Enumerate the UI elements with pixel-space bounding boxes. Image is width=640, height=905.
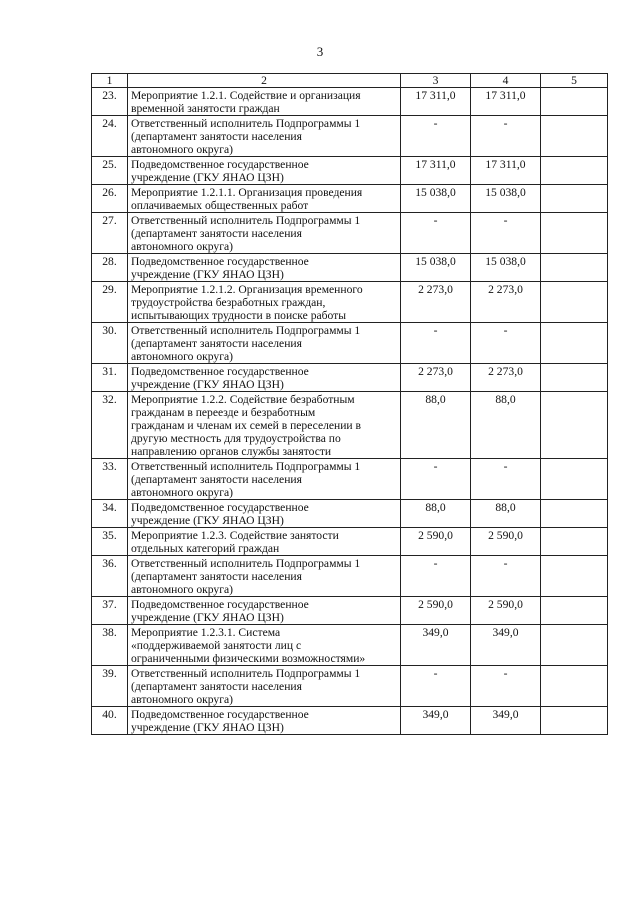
table-row	[92, 666, 608, 707]
table-row	[92, 625, 608, 666]
row-description	[128, 666, 401, 707]
value-col-4: 2 273,0	[471, 282, 541, 323]
column-header: 3	[401, 74, 471, 88]
value-col-3: 2 273,0	[401, 282, 471, 323]
row-description	[128, 500, 401, 528]
value-col-5	[541, 392, 608, 459]
value-col-4: -	[471, 666, 541, 707]
row-number: 36.	[92, 556, 128, 597]
value-col-5	[541, 88, 608, 116]
description-line: автономного округа)	[131, 693, 233, 706]
value-col-4: 88,0	[471, 500, 541, 528]
description-line: Подведомственное государственное	[131, 158, 309, 171]
row-description	[128, 88, 401, 116]
value-col-4: -	[471, 116, 541, 157]
table-row	[92, 323, 608, 364]
table-row	[92, 528, 608, 556]
table-row	[92, 282, 608, 323]
value-col-5	[541, 157, 608, 185]
row-number: 30.	[92, 323, 128, 364]
value-col-3: 88,0	[401, 392, 471, 459]
description-line: (департамент занятости населения	[131, 473, 302, 486]
description-line: автономного округа)	[131, 240, 233, 253]
description-line: автономного округа)	[131, 350, 233, 363]
description-line: автономного округа)	[131, 583, 233, 596]
description-line: временной занятости граждан	[131, 102, 280, 115]
table-row	[92, 707, 608, 735]
value-col-5	[541, 625, 608, 666]
description-line: Подведомственное государственное	[131, 501, 309, 514]
description-line: (департамент занятости населения	[131, 680, 302, 693]
value-col-5	[541, 528, 608, 556]
value-col-3: -	[401, 666, 471, 707]
row-description	[128, 323, 401, 364]
row-number: 32.	[92, 392, 128, 459]
value-col-5	[541, 282, 608, 323]
description-line: Ответственный исполнитель Подпрограммы 1	[131, 214, 361, 227]
description-line: Мероприятие 1.2.1.2. Организация временного	[131, 283, 363, 296]
description-line: трудоустройства безработных граждан,	[131, 296, 326, 309]
table-row	[92, 116, 608, 157]
description-line: Мероприятие 1.2.3.1. Система	[131, 626, 281, 639]
description-line: Ответственный исполнитель Подпрограммы 1	[131, 460, 361, 473]
description-line: (департамент занятости населения	[131, 227, 302, 240]
description-line: отдельных категорий граждан	[131, 542, 280, 555]
description-line: Подведомственное государственное	[131, 598, 309, 611]
row-description	[128, 528, 401, 556]
description-line: испытывающих трудности в поиске работы	[131, 309, 347, 322]
description-line: учреждение (ГКУ ЯНАО ЦЗН)	[131, 268, 284, 281]
table-row	[92, 500, 608, 528]
table-row	[92, 88, 608, 116]
row-number: 33.	[92, 459, 128, 500]
value-col-4: 349,0	[471, 707, 541, 735]
row-number: 28.	[92, 254, 128, 282]
value-col-3: -	[401, 213, 471, 254]
description-line: автономного округа)	[131, 486, 233, 499]
row-description	[128, 597, 401, 625]
value-col-5	[541, 213, 608, 254]
budget-table	[91, 73, 608, 735]
value-col-5	[541, 597, 608, 625]
table-row	[92, 364, 608, 392]
row-number: 26.	[92, 185, 128, 213]
description-line: (департамент занятости населения	[131, 130, 302, 143]
table-row	[92, 254, 608, 282]
row-number: 40.	[92, 707, 128, 735]
description-line: автономного округа)	[131, 143, 233, 156]
value-col-4: 17 311,0	[471, 157, 541, 185]
table-header-row	[92, 74, 608, 88]
value-col-4: 88,0	[471, 392, 541, 459]
table-row	[92, 556, 608, 597]
description-line: «поддерживаемой занятости лиц с	[131, 639, 302, 652]
page-number: 3	[316, 44, 324, 59]
description-line: Подведомственное государственное	[131, 365, 309, 378]
value-col-5	[541, 254, 608, 282]
description-line: гражданам и членам их семей в переселении в	[131, 419, 362, 432]
row-description	[128, 364, 401, 392]
column-header: 1	[92, 74, 128, 88]
row-number: 24.	[92, 116, 128, 157]
row-number: 31.	[92, 364, 128, 392]
value-col-3: 349,0	[401, 707, 471, 735]
value-col-3: -	[401, 323, 471, 364]
value-col-4: 2 273,0	[471, 364, 541, 392]
value-col-4: 17 311,0	[471, 88, 541, 116]
description-line: (департамент занятости населения	[131, 570, 302, 583]
value-col-3: 2 590,0	[401, 528, 471, 556]
value-col-3: -	[401, 556, 471, 597]
table-row	[92, 185, 608, 213]
row-description	[128, 116, 401, 157]
description-line: Ответственный исполнитель Подпрограммы 1	[131, 557, 361, 570]
value-col-4: 2 590,0	[471, 528, 541, 556]
row-description	[128, 707, 401, 735]
row-number: 34.	[92, 500, 128, 528]
column-header: 2	[128, 74, 401, 88]
value-col-3: 17 311,0	[401, 157, 471, 185]
value-col-4: -	[471, 213, 541, 254]
column-header: 5	[541, 74, 608, 88]
value-col-3: 349,0	[401, 625, 471, 666]
value-col-5	[541, 459, 608, 500]
row-number: 23.	[92, 88, 128, 116]
column-header: 4	[471, 74, 541, 88]
value-col-5	[541, 185, 608, 213]
row-description	[128, 282, 401, 323]
value-col-4: 2 590,0	[471, 597, 541, 625]
description-line: учреждение (ГКУ ЯНАО ЦЗН)	[131, 378, 284, 391]
value-col-5	[541, 666, 608, 707]
row-number: 39.	[92, 666, 128, 707]
description-line: другую местность для трудоустройства по	[131, 432, 341, 445]
value-col-3: 2 273,0	[401, 364, 471, 392]
value-col-3: 17 311,0	[401, 88, 471, 116]
value-col-3: 88,0	[401, 500, 471, 528]
value-col-3: -	[401, 459, 471, 500]
row-description	[128, 392, 401, 459]
description-line: учреждение (ГКУ ЯНАО ЦЗН)	[131, 514, 284, 527]
description-line: (департамент занятости населения	[131, 337, 302, 350]
value-col-4: -	[471, 459, 541, 500]
description-line: Ответственный исполнитель Подпрограммы 1	[131, 117, 361, 130]
table-row	[92, 157, 608, 185]
value-col-3: -	[401, 116, 471, 157]
value-col-5	[541, 556, 608, 597]
description-line: оплачиваемых общественных работ	[131, 199, 309, 212]
row-description	[128, 157, 401, 185]
row-description	[128, 556, 401, 597]
row-description	[128, 254, 401, 282]
description-line: Мероприятие 1.2.1.1. Организация проведения	[131, 186, 363, 199]
value-col-5	[541, 323, 608, 364]
value-col-5	[541, 116, 608, 157]
value-col-3: 15 038,0	[401, 254, 471, 282]
row-number: 29.	[92, 282, 128, 323]
description-line: Ответственный исполнитель Подпрограммы 1	[131, 324, 361, 337]
description-line: Подведомственное государственное	[131, 255, 309, 268]
row-description	[128, 459, 401, 500]
description-line: Мероприятие 1.2.1. Содействие и организация	[131, 89, 361, 102]
row-number: 27.	[92, 213, 128, 254]
table-body	[92, 88, 608, 735]
row-description	[128, 185, 401, 213]
value-col-5	[541, 707, 608, 735]
value-col-3: 2 590,0	[401, 597, 471, 625]
description-line: Ответственный исполнитель Подпрограммы 1	[131, 667, 361, 680]
value-col-4: 15 038,0	[471, 185, 541, 213]
description-line: направлению органов службы занятости	[131, 445, 332, 458]
table-row	[92, 597, 608, 625]
value-col-5	[541, 500, 608, 528]
table-row	[92, 392, 608, 459]
description-line: гражданам в переезде и безработным	[131, 406, 316, 419]
description-line: Мероприятие 1.2.2. Содействие безработным	[131, 393, 355, 406]
value-col-4: 15 038,0	[471, 254, 541, 282]
row-description	[128, 213, 401, 254]
description-line: учреждение (ГКУ ЯНАО ЦЗН)	[131, 171, 284, 184]
description-line: учреждение (ГКУ ЯНАО ЦЗН)	[131, 611, 284, 624]
table-row	[92, 459, 608, 500]
description-line: учреждение (ГКУ ЯНАО ЦЗН)	[131, 721, 284, 734]
description-line: ограниченными физическими возможностями»	[131, 652, 366, 665]
value-col-4: -	[471, 556, 541, 597]
row-number: 35.	[92, 528, 128, 556]
row-number: 38.	[92, 625, 128, 666]
value-col-3: 15 038,0	[401, 185, 471, 213]
value-col-4: 349,0	[471, 625, 541, 666]
row-number: 37.	[92, 597, 128, 625]
value-col-4: -	[471, 323, 541, 364]
table-row	[92, 213, 608, 254]
row-description	[128, 625, 401, 666]
description-line: Подведомственное государственное	[131, 708, 309, 721]
row-number: 25.	[92, 157, 128, 185]
value-col-5	[541, 364, 608, 392]
description-line: Мероприятие 1.2.3. Содействие занятости	[131, 529, 339, 542]
